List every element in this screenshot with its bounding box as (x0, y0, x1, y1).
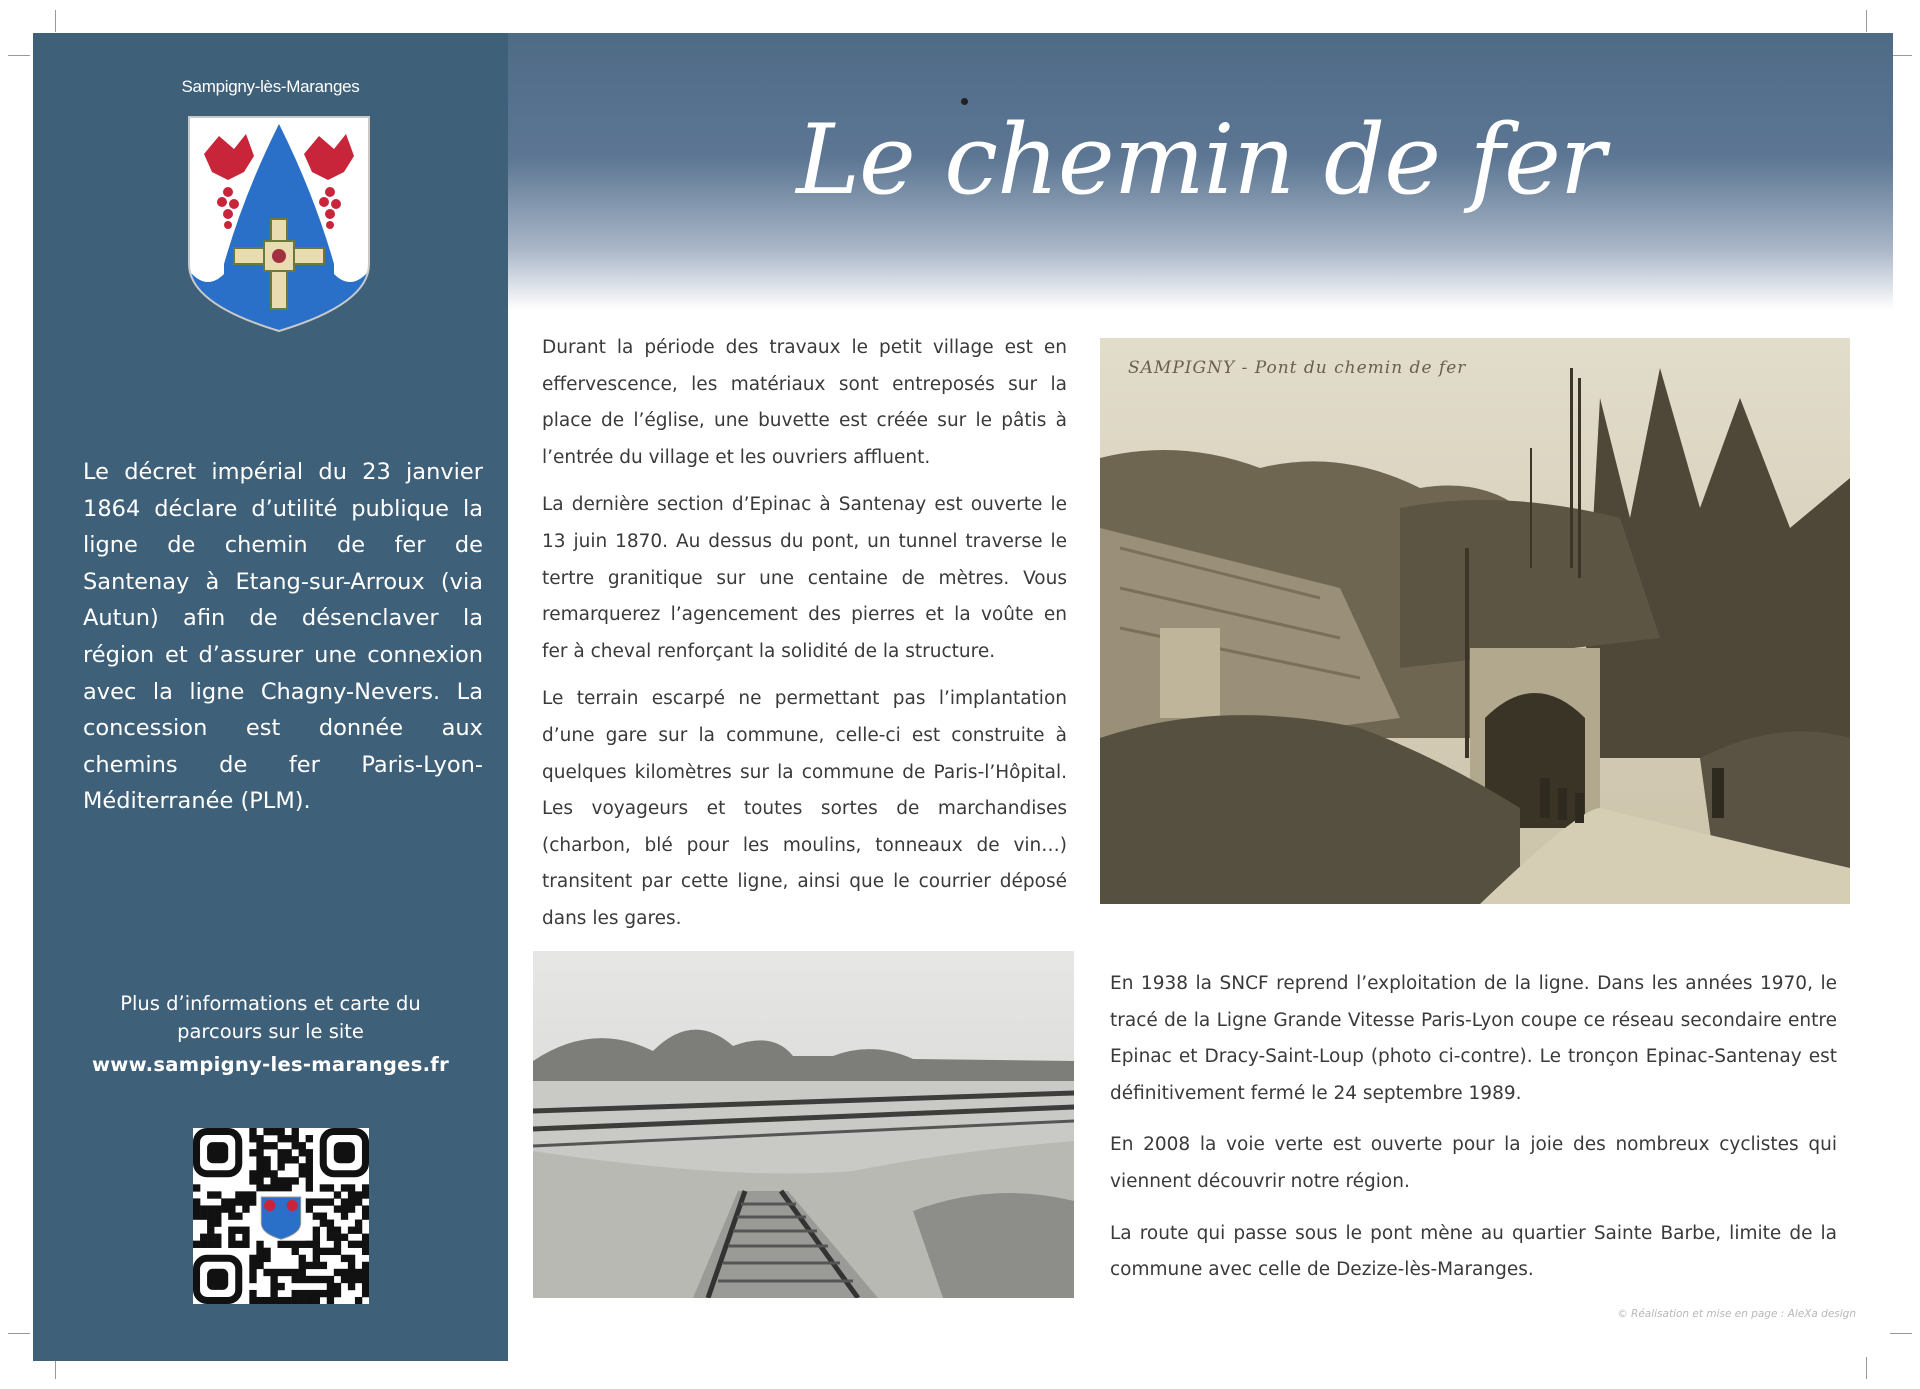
crop-mark (55, 10, 56, 32)
crop-mark (1866, 10, 1867, 32)
postcard-caption: SAMPIGNY - Pont du chemin de fer (1128, 358, 1467, 378)
page-title: Le chemin de fer (796, 104, 1605, 216)
crop-mark (8, 55, 30, 56)
more-info-text (53, 990, 488, 1046)
crop-mark (1890, 1333, 1912, 1334)
paragraph: Le terrain escarpé ne permettant pas l’implantation d’une gare sur la commune, celle-ci est construite à quelques kilomètres sur la commune de Paris-l’Hôpital. Les voyageurs et toutes sortes de marchandises (charbon, blé pour les moulins, tonneaux de vin…) transitent par cette ligne, ainsi que le courrier déposé dans les gares. (542, 688, 1067, 929)
design-credit: © Réalisation et mise en page : AleXa design (1617, 1308, 1856, 1320)
paragraph: La dernière section d’Epinac à Santenay est ouverte le 13 juin 1870. Au dessus du pont, un tunnel traverse le tertre granitique sur une centaine de mètres. Vous remarquerez l’agencement des pierres et la voûte en fer à cheval renforçant la solidité de la structure. (542, 494, 1067, 662)
railway-bridge-photo (1100, 338, 1850, 904)
more-info-line: Plus d’informations et carte du (120, 992, 421, 1015)
paragraph: En 2008 la voie verte est ouverte pour la joie des nombreux cyclistes qui viennent découvrir notre région. (1110, 1134, 1837, 1192)
right-body-text (1110, 966, 1837, 1304)
railway-tracks-photo (533, 951, 1074, 1298)
crop-mark (1890, 55, 1912, 56)
commune-name: Sampigny-lès-Maranges (181, 77, 360, 96)
qr-code-icon[interactable] (193, 1128, 369, 1304)
paragraph: Durant la période des travaux le petit village est en effervescence, les matériaux sont entreposés sur la place de l’église, une buvette est créée sur le pâtis à l’entrée du village et les ouvriers affluent. (542, 337, 1067, 468)
website-link[interactable]: www.sampigny-les-maranges.fr (91, 1053, 450, 1076)
paragraph: La route qui passe sous le pont mène au quartier Sainte Barbe, limite de la commune avec celle de Dezize-lès-Maranges. (1110, 1222, 1837, 1281)
crop-mark (1866, 1357, 1867, 1379)
coat-of-arms-icon (184, 114, 374, 334)
intro-text: Le décret impérial du 23 janvier 1864 déclare d’utilité publique la ligne de chemin de fer de Santenay à Etang-sur-Arroux (via Autun) afin de désenclaver la région et d’assurer une connexion avec la ligne Chagny-Nevers. La concession est donnée aux chemins de fer Paris-Lyon-Méditerranée (PLM). (83, 459, 483, 815)
crop-mark (8, 1333, 30, 1334)
sidebar (33, 33, 508, 1361)
body-text (542, 330, 1067, 949)
more-info-line: parcours sur le site (177, 1020, 364, 1043)
paragraph: En 1938 la SNCF reprend l’exploitation de la ligne. Dans les années 1970, le tracé de la Ligne Grande Vitesse Paris-Lyon coupe ce réseau secondaire entre Epinac et Dracy-Saint-Loup (photo ci-contre). Le tronçon Epinac-Santenay est définitivement fermé le 24 septembre 1989. (1110, 973, 1837, 1104)
header-band (508, 33, 1893, 310)
